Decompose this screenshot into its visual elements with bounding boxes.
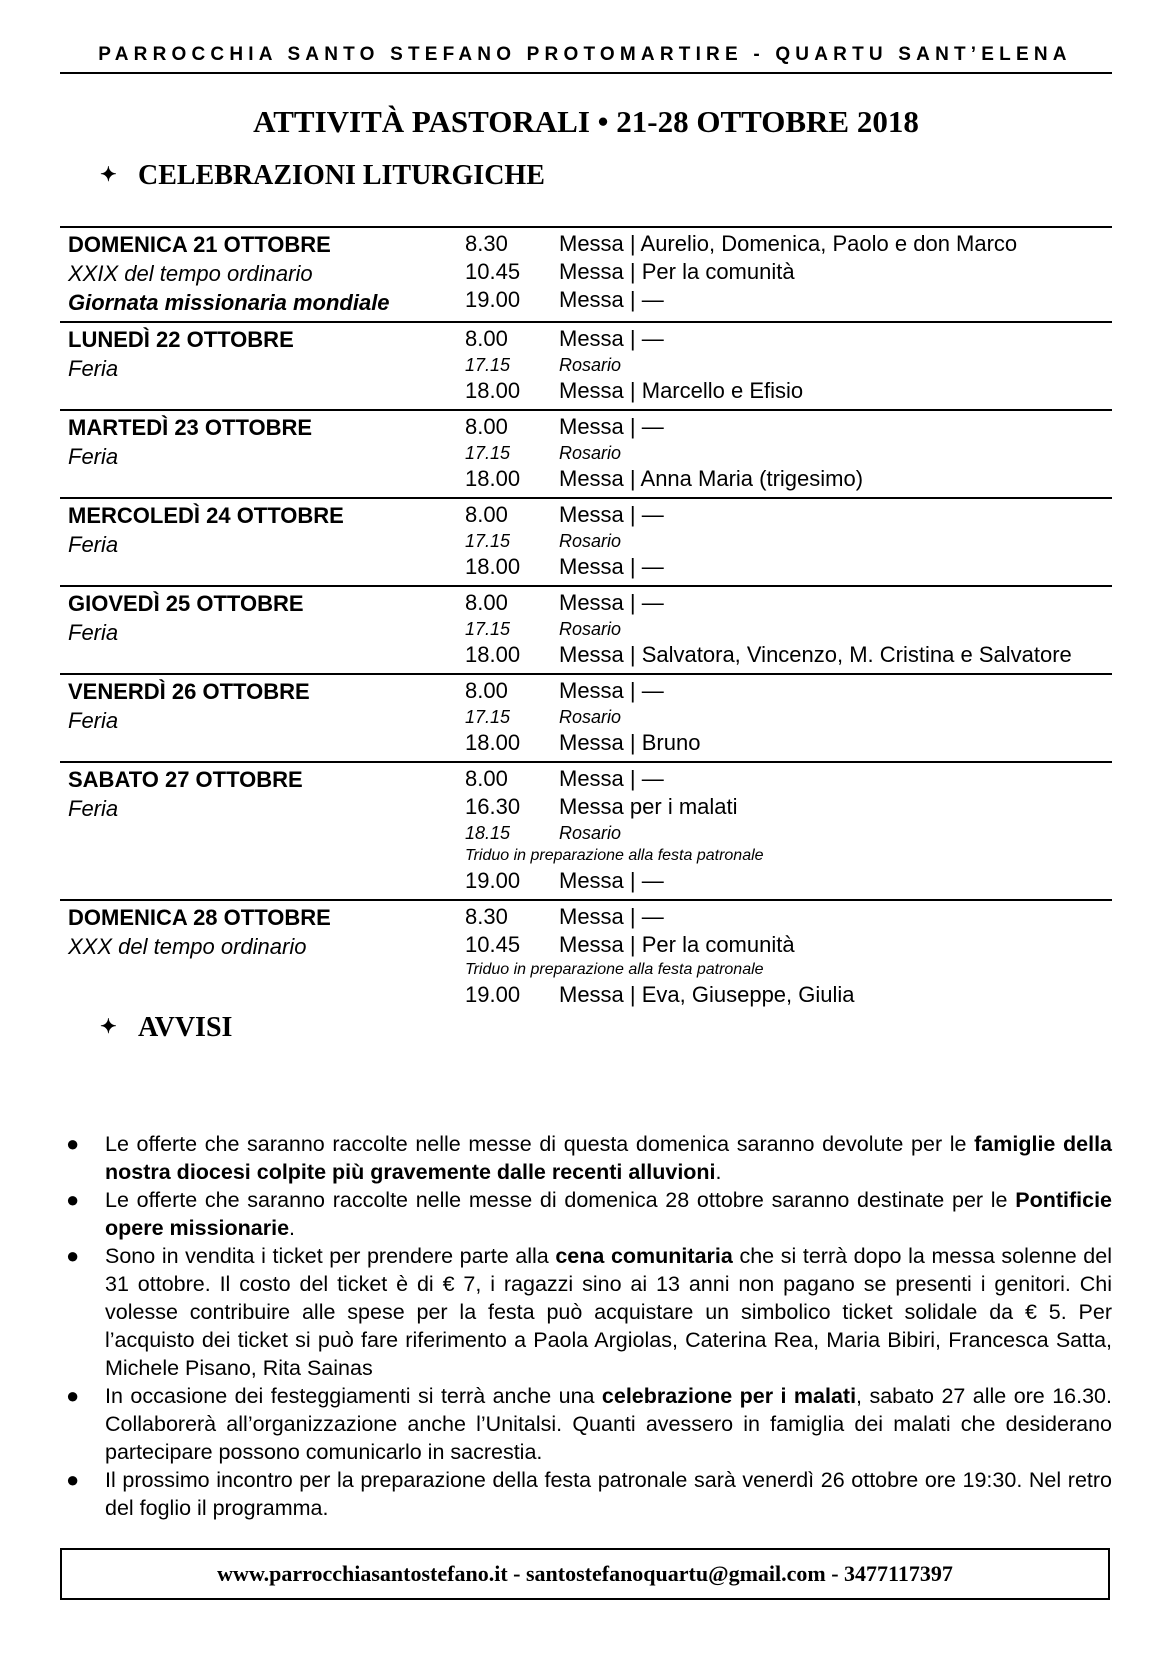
event-time: 8.00	[465, 590, 508, 615]
event-time: 8.30	[465, 231, 508, 256]
notice-item	[60, 1242, 1112, 1382]
day-info	[68, 501, 465, 581]
contacts-footer: www.parrocchiasantostefano.it - santostefanoquartu@gmail.com - 3477117397	[60, 1548, 1110, 1600]
notice-emphasis: famiglie della nostra diocesi colpite più gravemente dalle recenti alluvioni	[105, 1132, 1113, 1184]
star-icon: ✦	[100, 164, 117, 186]
header-divider	[60, 72, 1112, 74]
event-time: 10.45	[465, 259, 521, 284]
day-events	[465, 903, 1112, 1009]
notice-emphasis: cena comunitaria	[555, 1244, 733, 1268]
day-subtitle: XXX del tempo ordinario	[68, 934, 307, 959]
event-description: Messa | Bruno	[559, 730, 701, 755]
notice-text: .	[289, 1216, 296, 1240]
day-info	[68, 765, 465, 895]
day-name: LUNEDÌ 22 OTTOBRE	[68, 327, 294, 352]
section-notices-heading	[100, 1012, 232, 1044]
rosary-row	[465, 441, 1112, 465]
day-subtitle: Feria	[68, 444, 119, 469]
event-description: Messa | —	[559, 554, 664, 579]
event-description: Messa | —	[559, 502, 664, 527]
event-description: Messa | —	[559, 326, 664, 351]
event-description: Messa | —	[559, 868, 664, 893]
day-info	[68, 903, 465, 1009]
event-time: 17.15	[465, 531, 511, 551]
notice-emphasis: celebrazione per i malati	[601, 1384, 857, 1408]
event-description: Messa per i malati	[559, 794, 738, 819]
notices-list	[60, 1130, 1112, 1522]
day-info	[68, 677, 465, 757]
day-block	[60, 321, 1112, 409]
event-time: 17.15	[465, 355, 511, 375]
notice-text: , sabato 27 alle ore 16.30. Collaborerà all’organizzazione anche l’Unitalsi. Quanti avessero in famiglia dei malati che desiderano partecipare possono comunicarlo in sacrestia.	[105, 1384, 1112, 1464]
notice-text: Le offerte che saranno raccolte nelle messe di domenica 28 ottobre saranno destinate per le	[105, 1188, 1016, 1212]
section-liturgy-heading	[100, 160, 545, 192]
bullet-icon: ●	[66, 1243, 80, 1268]
day-block	[60, 409, 1112, 497]
bullet-icon: ●	[66, 1383, 80, 1408]
day-block	[60, 585, 1112, 673]
bullet-icon: ●	[66, 1131, 80, 1156]
mass-row	[465, 413, 1112, 441]
event-description: Messa | Per la comunità	[559, 932, 795, 957]
event-note: Triduo in preparazione alla festa patronale	[465, 847, 764, 864]
mass-row	[465, 677, 1112, 705]
event-time: 19.00	[465, 868, 521, 893]
event-description: Messa | —	[559, 287, 664, 312]
day-info	[68, 589, 465, 669]
event-time: 18.00	[465, 554, 521, 579]
event-description: Messa | —	[559, 590, 664, 615]
day-info	[68, 230, 465, 317]
event-description: Messa | —	[559, 766, 664, 791]
day-block	[60, 673, 1112, 761]
rosary-row	[465, 529, 1112, 553]
notice-text: Le offerte che saranno raccolte nelle messe di questa domenica saranno devolute per le	[105, 1132, 975, 1156]
day-subtitle: Giornata missionaria mondiale	[68, 290, 390, 315]
event-note: Triduo in preparazione alla festa patronale	[465, 961, 764, 978]
day-subtitle: Feria	[68, 708, 119, 733]
mass-row	[465, 465, 1112, 493]
event-time: 8.00	[465, 326, 508, 351]
rosary-row	[465, 705, 1112, 729]
event-description: Messa | Eva, Giuseppe, Giulia	[559, 982, 855, 1007]
mass-row	[465, 931, 1112, 959]
event-time: 17.15	[465, 619, 511, 639]
day-events	[465, 413, 1112, 493]
bullet-icon: ●	[66, 1187, 80, 1212]
mass-row	[465, 325, 1112, 353]
star-icon: ✦	[100, 1016, 117, 1038]
event-time: 16.30	[465, 794, 521, 819]
event-description: Messa | Marcello e Efisio	[559, 378, 804, 403]
event-description: Messa | Per la comunità	[559, 259, 795, 284]
day-subtitle: Feria	[68, 356, 119, 381]
event-time: 18.00	[465, 730, 521, 755]
event-description: Messa | —	[559, 414, 664, 439]
event-description: Rosario	[559, 355, 622, 375]
mass-row	[465, 729, 1112, 757]
day-info	[68, 413, 465, 493]
event-description: Rosario	[559, 619, 622, 639]
event-description: Messa | Anna Maria (trigesimo)	[559, 466, 864, 491]
event-time: 17.15	[465, 707, 511, 727]
day-block	[60, 761, 1112, 899]
day-info	[68, 325, 465, 405]
event-time: 8.00	[465, 414, 508, 439]
mass-row	[465, 230, 1112, 258]
event-time: 8.00	[465, 678, 508, 703]
day-subtitle: Feria	[68, 532, 119, 557]
mass-row	[465, 867, 1112, 895]
mass-row	[465, 553, 1112, 581]
schedule-table	[60, 226, 1112, 1013]
notice-item	[60, 1130, 1112, 1186]
event-time: 18.00	[465, 466, 521, 491]
day-name: DOMENICA 28 OTTOBRE	[68, 905, 331, 930]
notice-text: In occasione dei festeggiamenti si terrà anche una	[105, 1384, 602, 1408]
mass-row	[465, 793, 1112, 821]
rosary-row	[465, 617, 1112, 641]
rosary-row	[465, 353, 1112, 377]
event-description: Messa | —	[559, 904, 664, 929]
bullet-icon: ●	[66, 1467, 80, 1492]
day-name: GIOVEDÌ 25 OTTOBRE	[68, 591, 304, 616]
event-time: 19.00	[465, 287, 521, 312]
event-time: 18.00	[465, 378, 521, 403]
event-time: 8.30	[465, 904, 508, 929]
day-name: VENERDÌ 26 OTTOBRE	[68, 679, 310, 704]
mass-row	[465, 589, 1112, 617]
event-time: 17.15	[465, 443, 511, 463]
mass-row	[465, 501, 1112, 529]
day-block	[60, 497, 1112, 585]
event-description: Rosario	[559, 443, 622, 463]
section-liturgy-label: CELEBRAZIONI LITURGICHE	[138, 160, 545, 191]
notice-emphasis: Pontificie opere missionarie	[105, 1188, 1112, 1240]
notice-text: .	[715, 1160, 722, 1184]
mass-row	[465, 903, 1112, 931]
day-block	[60, 899, 1112, 1013]
notice-text: Il prossimo incontro per la preparazione della festa patronale sarà venerdì 26 ottobre ore 19:30. Nel retro del foglio il programma.	[105, 1468, 1112, 1520]
day-subtitle: XXIX del tempo ordinario	[68, 261, 313, 286]
day-subtitle: Feria	[68, 796, 119, 821]
day-block	[60, 226, 1112, 321]
event-description: Rosario	[559, 823, 622, 843]
event-description: Messa | Aurelio, Domenica, Paolo e don Marco	[559, 231, 1018, 256]
day-subtitle: Feria	[68, 620, 119, 645]
day-events	[465, 230, 1112, 317]
notice-text: Sono in vendita i ticket per prendere parte alla	[105, 1244, 556, 1268]
notice-item	[60, 1382, 1112, 1466]
event-time: 18.15	[465, 823, 511, 843]
rosary-row	[465, 821, 1112, 845]
mass-row	[465, 377, 1112, 405]
event-time: 8.00	[465, 766, 508, 791]
event-description: Rosario	[559, 531, 622, 551]
notice-text: che si terrà dopo la messa solenne del 31 ottobre. Il costo del ticket è di € 7, i ragazzi sino ai 13 anni non pagano se presenti i genitori. Chi volesse contribuire alle spese per la festa può acquistare un simbolico ticket solidale da € 5. Per l’acquisto dei ticket si può fare riferimento a Paola Argiolas, Caterina Rea, Maria Bibiri, Francesca Satta, Michele Pisano, Rita Sainas	[105, 1244, 1113, 1380]
day-name: SABATO 27 OTTOBRE	[68, 767, 303, 792]
event-description: Rosario	[559, 707, 622, 727]
event-time: 8.00	[465, 502, 508, 527]
section-notices-label: AVVISI	[138, 1012, 233, 1043]
event-description: Messa | —	[559, 678, 664, 703]
day-events	[465, 501, 1112, 581]
notice-item	[60, 1466, 1112, 1522]
day-events	[465, 677, 1112, 757]
event-time: 18.00	[465, 642, 521, 667]
mass-row	[465, 765, 1112, 793]
page-title: ATTIVITÀ PASTORALI • 21-28 OTTOBRE 2018	[253, 104, 919, 139]
day-name: DOMENICA 21 OTTOBRE	[68, 232, 331, 257]
day-events	[465, 765, 1112, 895]
mass-row	[465, 981, 1112, 1009]
event-time: 19.00	[465, 982, 521, 1007]
day-name: MERCOLEDÌ 24 OTTOBRE	[68, 503, 344, 528]
mass-row	[465, 258, 1112, 286]
day-events	[465, 325, 1112, 405]
parish-header: PARROCCHIA SANTO STEFANO PROTOMARTIRE - QUARTU SANT’ELENA	[98, 44, 1072, 65]
notice-item	[60, 1186, 1112, 1242]
day-name: MARTEDÌ 23 OTTOBRE	[68, 415, 313, 440]
event-description: Messa | Salvatora, Vincenzo, M. Cristina e Salvatore	[559, 642, 1072, 667]
mass-row	[465, 286, 1112, 314]
day-events	[465, 589, 1112, 669]
mass-row	[465, 641, 1112, 669]
event-time: 10.45	[465, 932, 521, 957]
